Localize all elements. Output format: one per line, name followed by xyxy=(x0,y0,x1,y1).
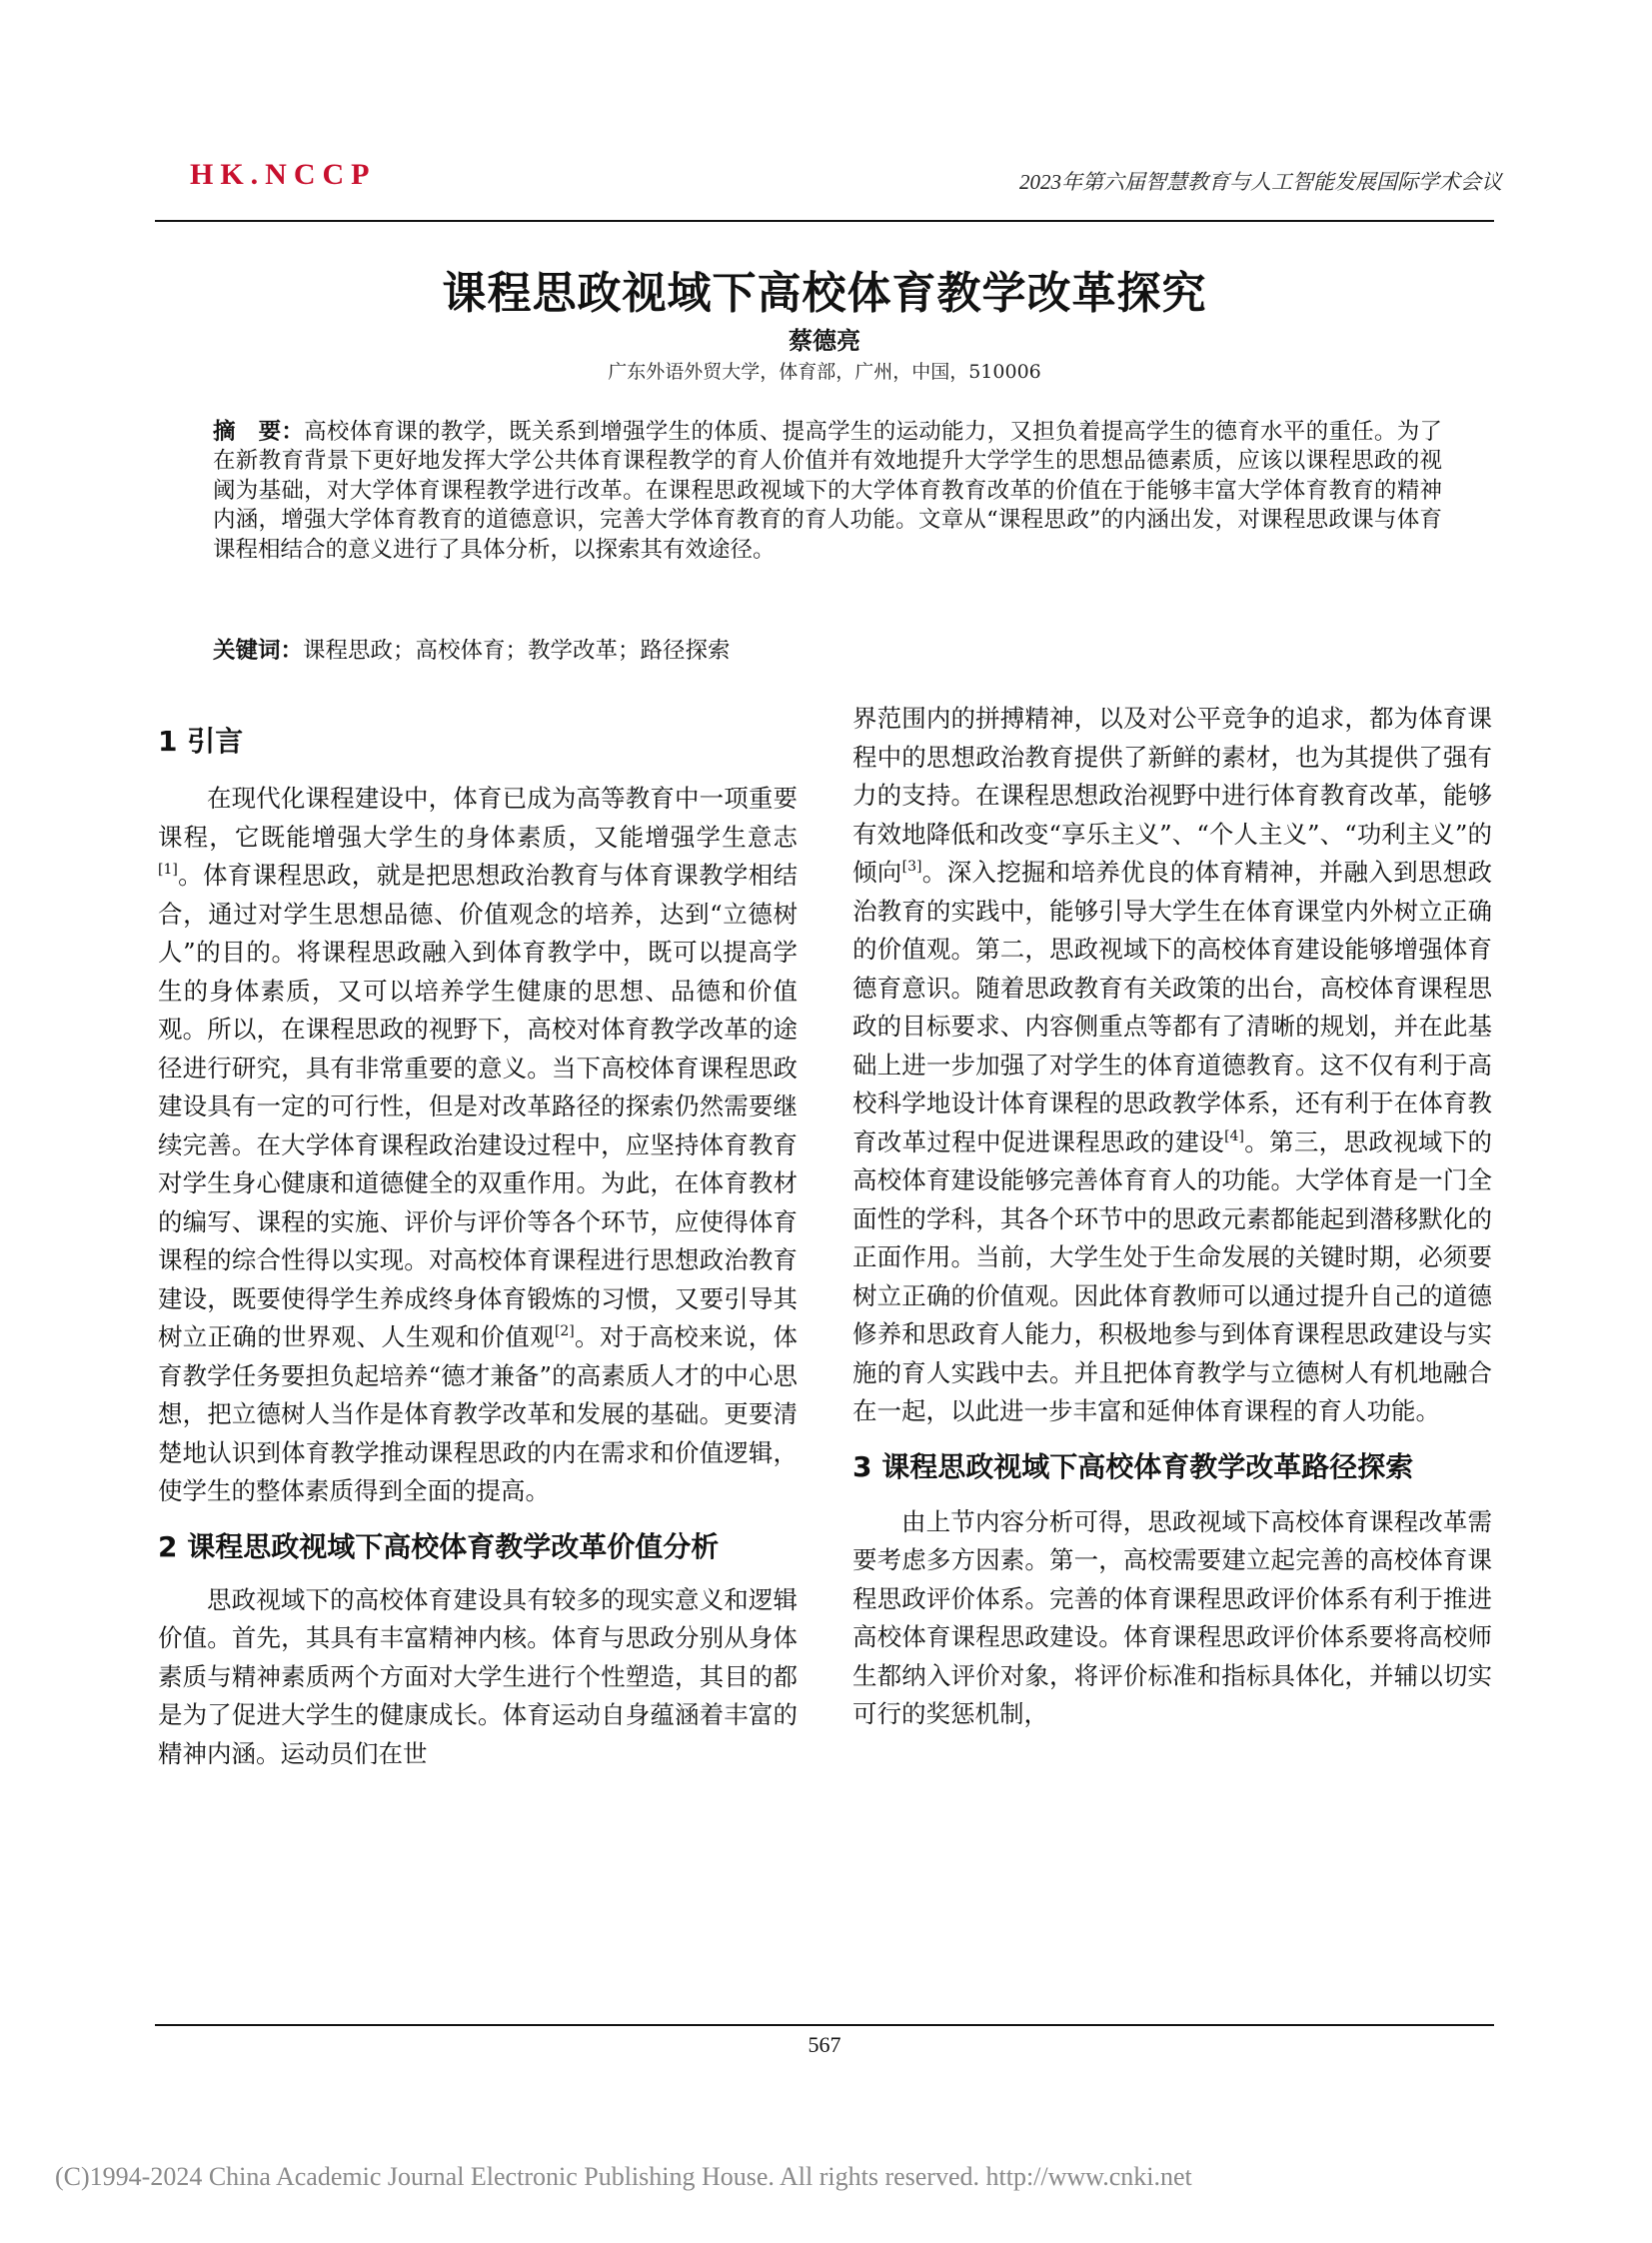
left-column xyxy=(158,720,798,1773)
footer-rule xyxy=(155,2024,1494,2026)
keywords-label: 关键词： xyxy=(213,638,304,664)
section-1-text-b: 。体育课程思政，就是把思想政治教育与体育课教学相结合，通过对学生思想品德、价值观念的培养，达到“立德树人”的目的。将课程思政融入到体育教学中，既可以提高学生的身体素质，又可以培养学生健康的思想、品德和价值观。所以，在课程思政的视野下，高校对体育教学改革的途径进行研究，具有非常重要的意义。当下高校体育课程思政建设具有一定的可行性，但是对改革路径的探索仍然需要继续完善。在大学体育课程政治建设过程中，应坚持体育教育对学生身心健康和道德健全的双重作用。为此，在体育教材的编写、课程的实施、评价与评价等各个环节，应使得体育课程的综合性得以实现。对高校体育课程进行思想政治教育建设，既要使得学生养成终身体育锻炼的习惯，又要引导其树立正确的世界观、人生观和价值观 xyxy=(158,861,798,1351)
paper-title: 课程思政视域下高校体育教学改革探究 xyxy=(442,268,1207,320)
author-affiliation: 广东外语外贸大学，体育部，广州，中国，510006 xyxy=(608,361,1041,383)
page-number: 567 xyxy=(808,2032,841,2057)
section-2-text-c: 。第三，思政视域下的高校体育建设能够完善体育育人的功能。大学体育是一门全面性的学科，其各个环节中的思政元素都能起到潜移默化的正面作用。当前，大学生处于生命发展的关键时期，必须要树立正确的价值观。因此体育教师可以通过提升自己的道德修养和思政育人能力，积极地参与到体育课程思政建设与实施的育人实践中去。并且把体育教学与立德树人有机地融合在一起，以此进一步丰富和延伸体育课程的育人功能。 xyxy=(852,1126,1492,1425)
author-name: 蔡德亮 xyxy=(789,327,860,355)
section-1-paragraph xyxy=(158,780,798,1511)
section-2-text-b: 。深入挖掘和培养优良的体育精神，并融入到思想政治教育的实践中，能够引导大学生在体育课堂内外树立正确的价值观。第二，思政视域下的高校体育建设能够增强体育德育意识。随着思政教育有关政策的出台，高校体育课程思政的目标要求、内容侧重点等都有了清晰的规划，并在此基础上进一步加强了对学生的体育道德教育。这不仅有利于高校科学地设计体育课程的思政教学体系，还有利于在体育教育改革过程中促进课程思政的建设 xyxy=(852,858,1493,1156)
section-1-text-a: 在现代化课程建设中，体育已成为高等教育中一项重要课程，它既能增强大学生的身体素质，又能增强学生意志 xyxy=(158,784,798,852)
citation-1: [1] xyxy=(158,862,178,878)
conference-name: 2023年第六届智慧教育与人工智能发展国际学术会议 xyxy=(1019,170,1502,194)
abstract xyxy=(213,418,1442,565)
copyright-notice: (C)1994-2024 China Academic Journal Electronic Publishing House. All rights reserved. http://www.cnki.net xyxy=(55,2162,1192,2191)
right-column xyxy=(852,700,1492,1734)
header-rule xyxy=(155,220,1494,222)
section-1-text-c: 。对于高校来说，体育教学任务要担负起培养“德才兼备”的高素质人才的中心思想，把立德树人当作是体育教学改革和发展的基础。更要清楚地认识到体育教学推动课程思政的内在需求和价值逻辑，使学生的整体素质得到全面的提高。 xyxy=(158,1322,799,1505)
section-2-paragraph-start: 思政视域下的高校体育建设具有较多的现实意义和逻辑价值。首先，其具有丰富精神内核。体育与思政分别从身体素质与精神素质两个方面对大学生进行个性塑造，其目的都是为了促进大学生的健康成长。体育运动自身蕴涵着丰富的精神内涵。运动员们在世 xyxy=(158,1584,798,1768)
abstract-label: 摘 要： xyxy=(213,419,305,445)
section-3-paragraph: 由上节内容分析可得，思政视域下高校体育课程改革需要考虑多方因素。第一，高校需要建立起完善的高校体育课程思政评价体系。完善的体育课程思政评价体系有利于推进高校体育课程思政建设。体育课程思政评价体系要将高校师生都纳入评价对象，将评价标准和指标具体化，并辅以切实可行的奖惩机制， xyxy=(852,1506,1492,1728)
keywords-text: 课程思政；高校体育；教学改革；路径探索 xyxy=(303,638,731,664)
section-2-text-a: 界范围内的拼搏精神，以及对公平竞争的追求，都为体育课程中的思想政治教育提供了新鲜的素材，也为其提供了强有力的支持。在课程思想政治视野中进行体育教育改革，能够有效地降低和改变“享乐主义”、“个人主义”、“功利主义”的倾向 xyxy=(852,704,1492,887)
section-2-heading: 2 课程思政视域下高校体育教学改革价值分析 xyxy=(158,1529,720,1563)
journal-logo: HK.NCCP xyxy=(190,158,377,191)
abstract-text: 高校体育课的教学，既关系到增强学生的体质、提高学生的运动能力，又担负着提高学生的德育水平的重任。为了在新教育背景下更好地发挥大学公共体育课程教学的育人价值并有效地提升大学学生的思想品德素质，应该以课程思政的视阈为基础，对大学体育课程教学进行改革。在课程思政视域下的大学体育教育改革的价值在于能够丰富大学体育教育的精神内涵，增强大学体育教育的道德意识，完善大学体育教育的育人功能。文章从“课程思政”的内涵出发，对课程思政课与体育课程相结合的意义进行了具体分析，以探索其有效途径。 xyxy=(213,419,1442,563)
section-2-paragraph-continued xyxy=(852,700,1492,1431)
citation-2: [2] xyxy=(554,1323,575,1339)
keywords xyxy=(213,633,1442,665)
section-3-heading: 3 课程思政视域下高校体育教学改革路径探索 xyxy=(852,1449,1414,1483)
citation-3: [3] xyxy=(901,859,922,875)
citation-4: [4] xyxy=(1224,1127,1244,1144)
section-1-heading: 1 引言 xyxy=(158,725,244,758)
